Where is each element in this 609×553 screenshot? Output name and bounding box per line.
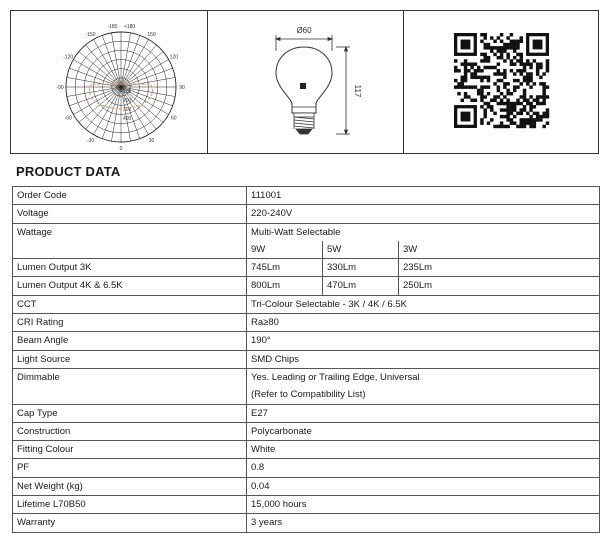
row-value: E27 (247, 404, 600, 422)
table-row (13, 496, 600, 514)
row-label: CRI Rating (13, 314, 247, 332)
row-value: 330Lm (323, 259, 399, 277)
row-value: 235Lm (399, 259, 600, 277)
table-row (13, 205, 600, 223)
angle-tick-label: 90 (179, 85, 185, 91)
table-row (13, 514, 600, 532)
table-row (13, 422, 600, 440)
diagram-strip (10, 10, 599, 154)
angle-tick-label: 60 (171, 115, 177, 122)
row-value: Yes. Leading or Trailing Edge, Universal (247, 368, 600, 386)
row-label: Dimmable (13, 368, 247, 386)
row-value: 0.04 (247, 477, 600, 495)
table-row (13, 441, 600, 459)
row-label: Lumen Output 3K (13, 259, 247, 277)
table-row (13, 277, 600, 295)
row-value: 15,000 hours (247, 496, 600, 514)
table-row (13, 350, 600, 368)
row-label: Beam Angle (13, 332, 247, 350)
radial-tick-label: 400 (123, 116, 132, 122)
row-label: Order Code (13, 187, 247, 205)
table-row (13, 459, 600, 477)
angle-tick-label: 0 (119, 146, 123, 152)
angle-tick-label: -180 (107, 24, 118, 30)
row-value: (Refer to Compatibility List) (247, 386, 600, 404)
row-value: 220-240V (247, 205, 600, 223)
diameter-label: Ø60 (296, 26, 312, 35)
row-label: PF (13, 459, 247, 477)
table-row (13, 386, 600, 404)
angle-tick-label: -30 (86, 137, 95, 144)
row-label: Lumen Output 4K & 6.5K (13, 277, 247, 295)
table-row (13, 223, 600, 241)
row-value: 111001 (247, 187, 600, 205)
row-value: Tri-Colour Selectable - 3K / 4K / 6.5K (247, 295, 600, 313)
height-label: 117 (353, 84, 362, 98)
row-value: 470Lm (323, 277, 399, 295)
angle-tick-label: 30 (148, 137, 155, 144)
table-row (13, 404, 600, 422)
row-value: 0.8 (247, 459, 600, 477)
row-value: White (247, 441, 600, 459)
polar-light-distribution-diagram (11, 11, 207, 153)
table-row (13, 259, 600, 277)
row-label: Warranty (13, 514, 247, 532)
row-label: Construction (13, 422, 247, 440)
row-value: 190° (247, 332, 600, 350)
row-label: Fitting Colour (13, 441, 247, 459)
row-label: Voltage (13, 205, 247, 223)
section-title: PRODUCT DATA (16, 164, 121, 179)
angle-tick-label: -90 (56, 85, 64, 91)
table-row (13, 314, 600, 332)
product-data-table (12, 186, 600, 533)
qr-code-panel (403, 11, 598, 153)
angle-tick-label: -60 (64, 115, 72, 122)
row-value: 745Lm (247, 259, 323, 277)
row-value: Polycarbonate (247, 422, 600, 440)
row-label: Net Weight (kg) (13, 477, 247, 495)
watt-header: 9W (247, 241, 323, 259)
row-label (13, 386, 247, 404)
bulb-outline (276, 47, 332, 113)
polar-diagram-panel (11, 11, 207, 153)
table-row (13, 241, 600, 259)
row-label: Cap Type (13, 404, 247, 422)
watt-header: 5W (323, 241, 399, 259)
table-row (13, 295, 600, 313)
bulb-dimension-drawing (208, 11, 404, 153)
radial-tick-label: 100 (123, 89, 132, 95)
radial-tick-label: 200 (123, 98, 132, 104)
row-value: SMD Chips (247, 350, 600, 368)
angle-tick-label: 150 (147, 32, 156, 39)
watt-header: 3W (399, 241, 600, 259)
row-label: Lifetime L70B50 (13, 496, 247, 514)
row-value: 800Lm (247, 277, 323, 295)
brand-mark-icon (300, 83, 306, 89)
row-label (13, 241, 247, 259)
angle-tick-label: -150 (85, 32, 96, 39)
table-row (13, 368, 600, 386)
row-value: Multi-Watt Selectable (247, 223, 600, 241)
table-row (13, 187, 600, 205)
row-value: 3 years (247, 514, 600, 532)
angle-tick-label: -120 (63, 54, 74, 61)
angle-tick-label: +180 (123, 24, 136, 30)
table-row (13, 332, 600, 350)
row-label: CCT (13, 295, 247, 313)
row-label: Wattage (13, 223, 247, 241)
qr-code-icon (404, 11, 599, 153)
row-value: Ra≥80 (247, 314, 600, 332)
dimension-drawing-panel (207, 11, 403, 153)
angle-tick-label: 120 (169, 54, 178, 61)
table-row (13, 477, 600, 495)
row-label: Light Source (13, 350, 247, 368)
radial-tick-label: 300 (123, 107, 132, 113)
row-value: 250Lm (399, 277, 600, 295)
